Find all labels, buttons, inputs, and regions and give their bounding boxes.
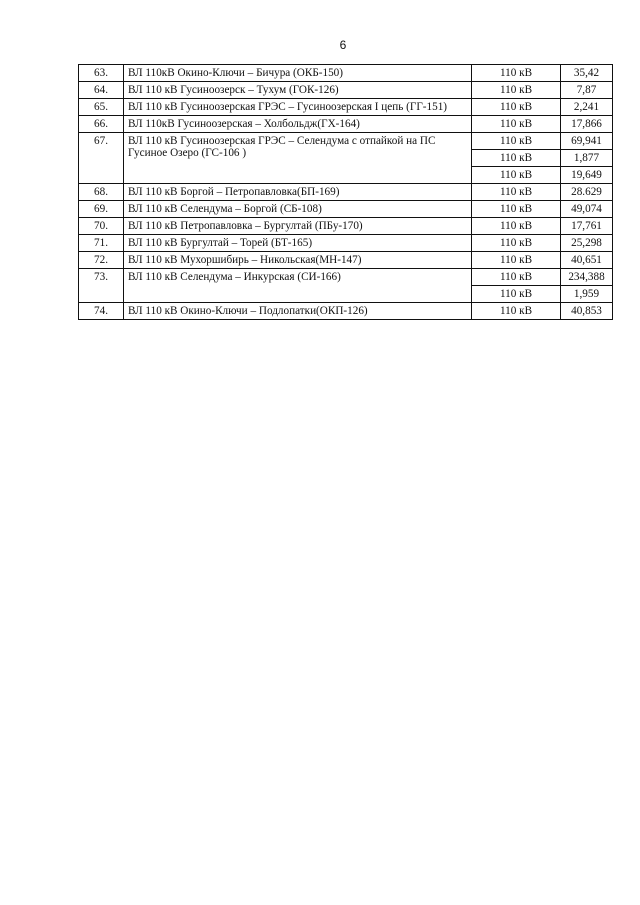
table-row xyxy=(79,218,613,235)
length-cell: 1,877 xyxy=(561,150,613,167)
voltage-cell: 110 кВ xyxy=(472,218,561,235)
row-number-cell: 71. xyxy=(79,235,124,252)
row-number-cell: 63. xyxy=(79,65,124,82)
length-cell: 40,651 xyxy=(561,252,613,269)
row-number-cell: 70. xyxy=(79,218,124,235)
table-row xyxy=(79,133,613,150)
length-cell: 19,649 xyxy=(561,167,613,184)
line-name-cell: ВЛ 110кВ Окино-Ключи – Бичура (ОКБ-150) xyxy=(124,65,472,82)
table-body xyxy=(79,65,613,320)
length-cell: 2,241 xyxy=(561,99,613,116)
table-row xyxy=(79,201,613,218)
voltage-cell: 110 кВ xyxy=(472,99,561,116)
voltage-cell: 110 кВ xyxy=(472,167,561,184)
table-row xyxy=(79,82,613,99)
row-number-cell: 68. xyxy=(79,184,124,201)
length-cell: 28.629 xyxy=(561,184,613,201)
voltage-cell: 110 кВ xyxy=(472,65,561,82)
voltage-cell: 110 кВ xyxy=(472,269,561,286)
table-row xyxy=(79,184,613,201)
voltage-cell: 110 кВ xyxy=(472,201,561,218)
voltage-cell: 110 кВ xyxy=(472,150,561,167)
length-cell: 69,941 xyxy=(561,133,613,150)
voltage-cell: 110 кВ xyxy=(472,286,561,303)
length-cell: 49,074 xyxy=(561,201,613,218)
row-number-cell: 66. xyxy=(79,116,124,133)
voltage-cell: 110 кВ xyxy=(472,303,561,320)
row-number-cell: 73. xyxy=(79,269,124,303)
table-row xyxy=(79,303,613,320)
row-number-cell: 67. xyxy=(79,133,124,184)
line-name-cell: ВЛ 110 кВ Гусиноозерск – Тухум (ГОК-126) xyxy=(124,82,472,99)
voltage-cell: 110 кВ xyxy=(472,184,561,201)
voltage-cell: 110 кВ xyxy=(472,133,561,150)
line-name-cell: ВЛ 110 кВ Селендума – Инкурская (СИ-166) xyxy=(124,269,472,303)
line-name-cell: ВЛ 110 кВ Гусиноозерская ГРЭС – Гусиноозерская I цепь (ГГ-151) xyxy=(124,99,472,116)
row-number-cell: 64. xyxy=(79,82,124,99)
table-row xyxy=(79,116,613,133)
row-number-cell: 65. xyxy=(79,99,124,116)
table-row xyxy=(79,99,613,116)
voltage-cell: 110 кВ xyxy=(472,235,561,252)
length-cell: 40,853 xyxy=(561,303,613,320)
line-name-cell: ВЛ 110 кВ Боргой – Петропавловка(БП-169) xyxy=(124,184,472,201)
table-row xyxy=(79,65,613,82)
length-cell: 25,298 xyxy=(561,235,613,252)
line-name-cell: ВЛ 110 кВ Петропавловка – Бургултай (ПБу-170) xyxy=(124,218,472,235)
line-name-cell: ВЛ 110 кВ Селендума – Боргой (СБ-108) xyxy=(124,201,472,218)
line-name-cell: ВЛ 110 кВ Бургултай – Торей (БТ-165) xyxy=(124,235,472,252)
table-row xyxy=(79,252,613,269)
table-row xyxy=(79,235,613,252)
power-lines-table xyxy=(78,64,613,320)
voltage-cell: 110 кВ xyxy=(472,116,561,133)
line-name-cell: ВЛ 110 кВ Мухоршибирь – Никольская(МН-147) xyxy=(124,252,472,269)
line-name-cell: ВЛ 110 кВ Окино-Ключи – Подлопатки(ОКП-126) xyxy=(124,303,472,320)
length-cell: 1,959 xyxy=(561,286,613,303)
voltage-cell: 110 кВ xyxy=(472,252,561,269)
page-number: 6 xyxy=(339,38,347,52)
length-cell: 17,866 xyxy=(561,116,613,133)
voltage-cell: 110 кВ xyxy=(472,82,561,99)
line-name-cell: ВЛ 110 кВ Гусиноозерская ГРЭС – Селендума с отпайкой на ПС Гусиное Озеро (ГС-106 ) xyxy=(124,133,472,184)
row-number-cell: 74. xyxy=(79,303,124,320)
length-cell: 234,388 xyxy=(561,269,613,286)
length-cell: 35,42 xyxy=(561,65,613,82)
length-cell: 17,761 xyxy=(561,218,613,235)
table-row xyxy=(79,269,613,286)
line-name-cell: ВЛ 110кВ Гусиноозерская – Холбольдж(ГХ-164) xyxy=(124,116,472,133)
length-cell: 7,87 xyxy=(561,82,613,99)
row-number-cell: 72. xyxy=(79,252,124,269)
row-number-cell: 69. xyxy=(79,201,124,218)
